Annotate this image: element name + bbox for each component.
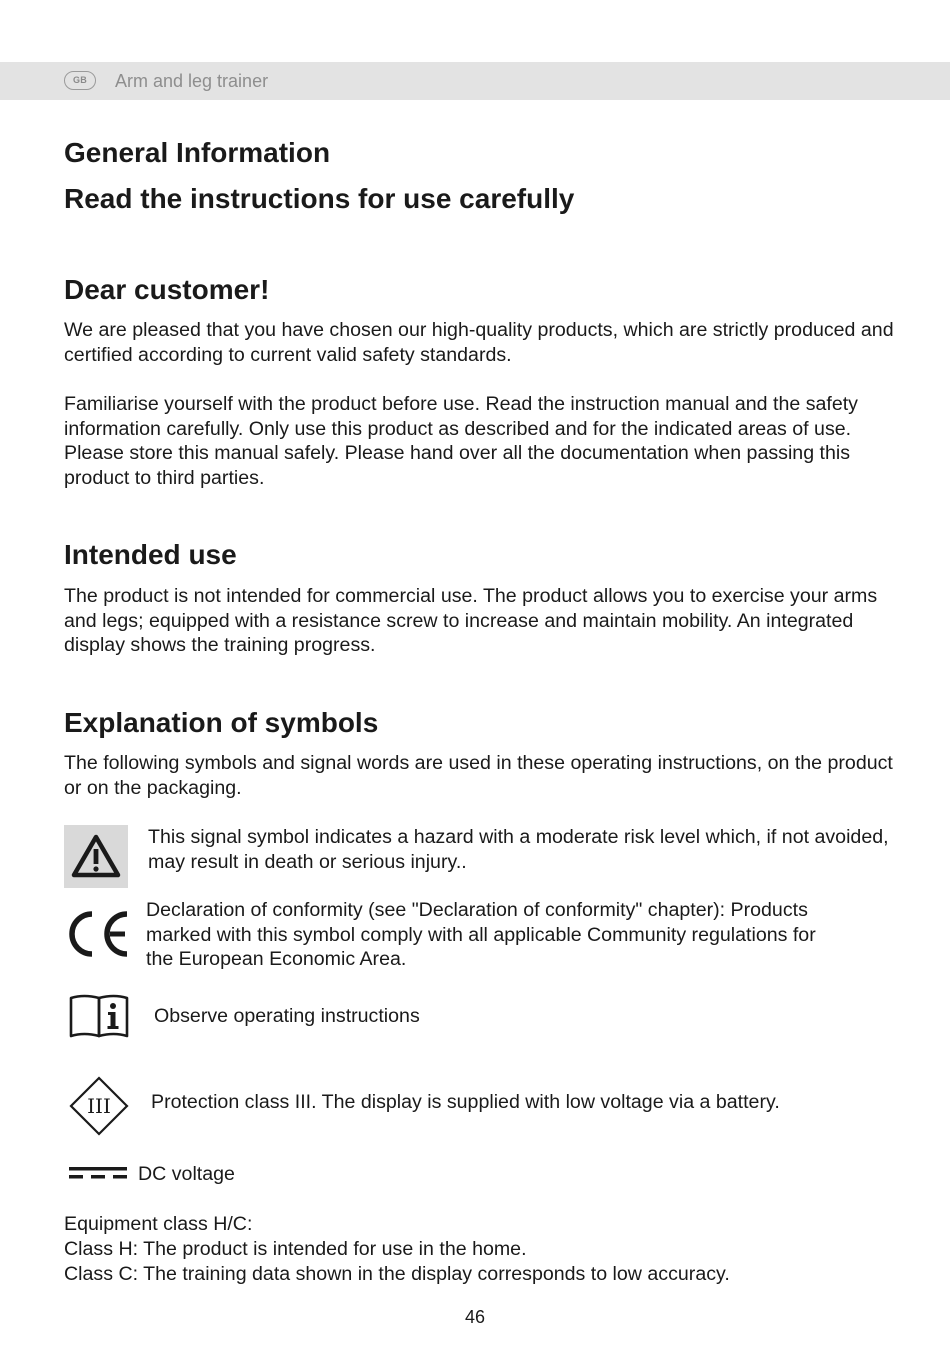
ce-mark-icon [64,910,130,963]
warning-triangle-icon [64,825,128,888]
equipment-class-line-1: Equipment class H/C: [64,1213,253,1235]
symbol-text-manual: Observe operating instructions [154,1005,420,1027]
heading-dear-customer: Dear customer! [64,274,270,305]
page-title: General Information [64,137,331,168]
symbol-item-manual [64,993,894,1041]
symbol-text-protection-class: Protection class III. The display is supplied with low voltage via a battery. [151,1091,780,1113]
page-number: 46 [464,1307,486,1327]
page-subtitle: Read the instructions for use carefully [64,183,575,214]
equipment-class-line-2: Class H: The product is intended for use in the home. [64,1238,527,1260]
header-title: Arm and leg trainer [115,71,269,91]
paragraph-dear-customer-2: Familiarise yourself with the product before use. Read the instruction manual and the safety information carefully. Only use this product as described and for the indicated areas of use. Please store this manual safely. Please hand over all the documentation when passing this product to third parties. [64,393,858,489]
symbol-text-dc-voltage: DC voltage [138,1163,235,1185]
manual-info-icon [68,993,130,1044]
paragraph-dear-customer-1: We are pleased that you have chosen our high-quality products, which are strictly produced and certified according to current valid safety standards. [64,319,894,366]
symbol-item-warning [64,825,894,889]
language-badge: GB [64,71,96,90]
heading-intended-use: Intended use [64,539,237,570]
protection-class-label: III [87,1094,111,1118]
equipment-class-line-3: Class C: The training data shown in the display corresponds to low accuracy. [64,1263,730,1285]
protection-class-iii-icon [69,1076,129,1141]
dc-voltage-icon [69,1165,127,1186]
running-header [0,62,950,100]
paragraph-intended-use: The product is not intended for commercial use. The product allows you to exercise your arms and legs; equipped with a resistance screw to increase and maintain mobility. An integrated display shows the training progress. [64,585,878,656]
symbol-text-ce: Declaration of conformity (see "Declaration of conformity" chapter): Products marked with this symbol comply with all applicable Community regulations for the European Economic Area. [146,899,816,970]
symbol-item-ce [64,898,894,974]
paragraph-symbols-intro: The following symbols and signal words are used in these operating instructions, on the product or on the packaging. [64,752,893,799]
symbol-item-dc-voltage [64,1162,894,1188]
heading-explanation-of-symbols: Explanation of symbols [64,707,379,738]
symbol-item-protection-class [64,1076,894,1136]
symbol-text-warning: This signal symbol indicates a hazard with a moderate risk level which, if not avoided, may result in death or serious injury.. [148,826,889,873]
